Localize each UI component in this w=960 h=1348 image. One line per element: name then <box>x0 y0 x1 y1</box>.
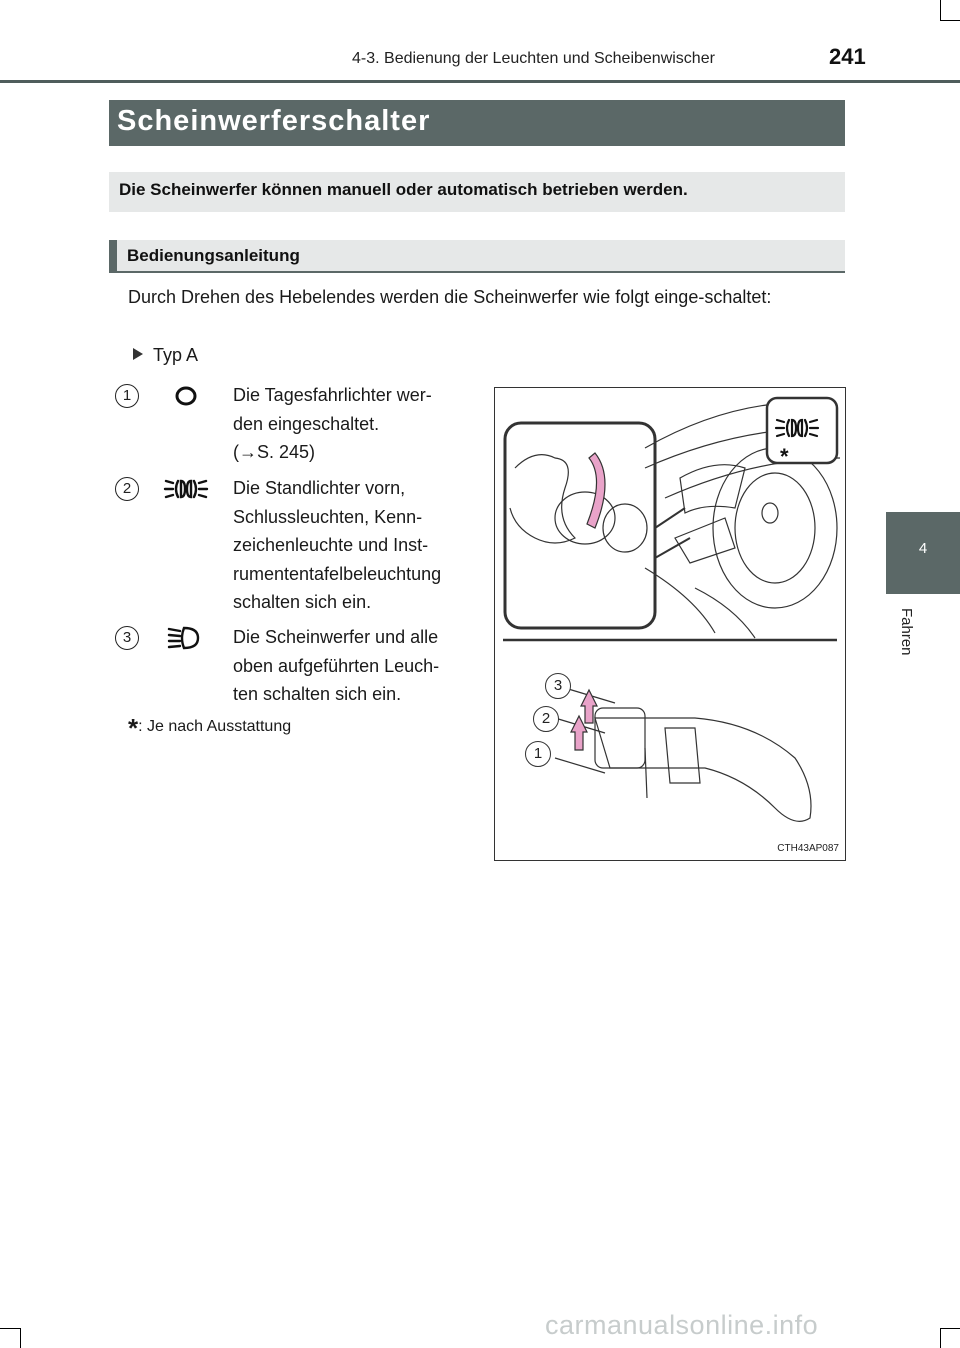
type-label: Typ A <box>153 345 199 365</box>
parking-light-icon <box>160 474 212 504</box>
intro-box <box>109 172 845 212</box>
crop-mark <box>20 1328 21 1348</box>
item-number: 1 <box>115 384 139 408</box>
section-heading: Bedienungsanleitung <box>127 246 300 265</box>
page-title-bar <box>109 100 845 146</box>
section-heading-accent <box>109 240 117 273</box>
item-description: Die Tagesfahrlichter wer- den eingeschaltet. (→S. 245) <box>233 385 432 462</box>
header-rule <box>0 80 960 83</box>
footnote-text: : Je nach Ausstattung <box>138 718 292 735</box>
chapter-tab-label: Fahren <box>898 608 915 656</box>
section-heading-bar <box>109 240 845 273</box>
chapter-tab <box>886 512 960 594</box>
crop-mark <box>940 1328 960 1329</box>
crop-mark <box>940 0 941 20</box>
body-paragraph: Durch Drehen des Hebelendes werden die Scheinwerfer wie folgt einge-schaltet: <box>128 287 772 307</box>
item-description: Die Standlichter vorn, Schlussleuchten, Kenn- zeichenleuchte und Inst- rumententafelbeleuchtung schalten sich ein. <box>233 478 442 612</box>
footnote <box>128 713 291 744</box>
type-bullet <box>133 345 198 366</box>
callout-number: 1 <box>525 741 551 767</box>
crop-mark <box>940 20 960 21</box>
item-number: 3 <box>115 626 139 650</box>
page-number: 241 <box>829 44 866 69</box>
illustration-code: CTH43AP087 <box>777 843 839 854</box>
headlight-switch-illustration <box>494 387 846 861</box>
chapter-title: 4-3. Bedienung der Leuchten und Scheibenwischer <box>352 50 715 67</box>
crop-mark <box>0 1328 20 1329</box>
page-title: Scheinwerferschalter <box>117 105 431 137</box>
callout-number: 3 <box>545 673 571 699</box>
daytime-running-light-icon <box>160 381 212 411</box>
intro-text: Die Scheinwerfer können manuell oder automatisch betrieben werden. <box>119 180 688 199</box>
footnote-star: * <box>128 713 139 743</box>
illustration-star: * <box>780 444 789 469</box>
item-number: 2 <box>115 477 139 501</box>
callout-number: 2 <box>533 706 559 732</box>
watermark: carmanualsonline.info <box>545 1310 819 1340</box>
crop-mark <box>940 1328 941 1348</box>
illustration-drawing <box>495 388 845 860</box>
triangle-bullet-icon <box>133 348 143 360</box>
item-description: Die Scheinwerfer und alle oben aufgeführten Leuch- ten schalten sich ein. <box>233 627 440 704</box>
chapter-tab-number: 4 <box>918 540 928 557</box>
headlight-icon <box>160 623 212 653</box>
